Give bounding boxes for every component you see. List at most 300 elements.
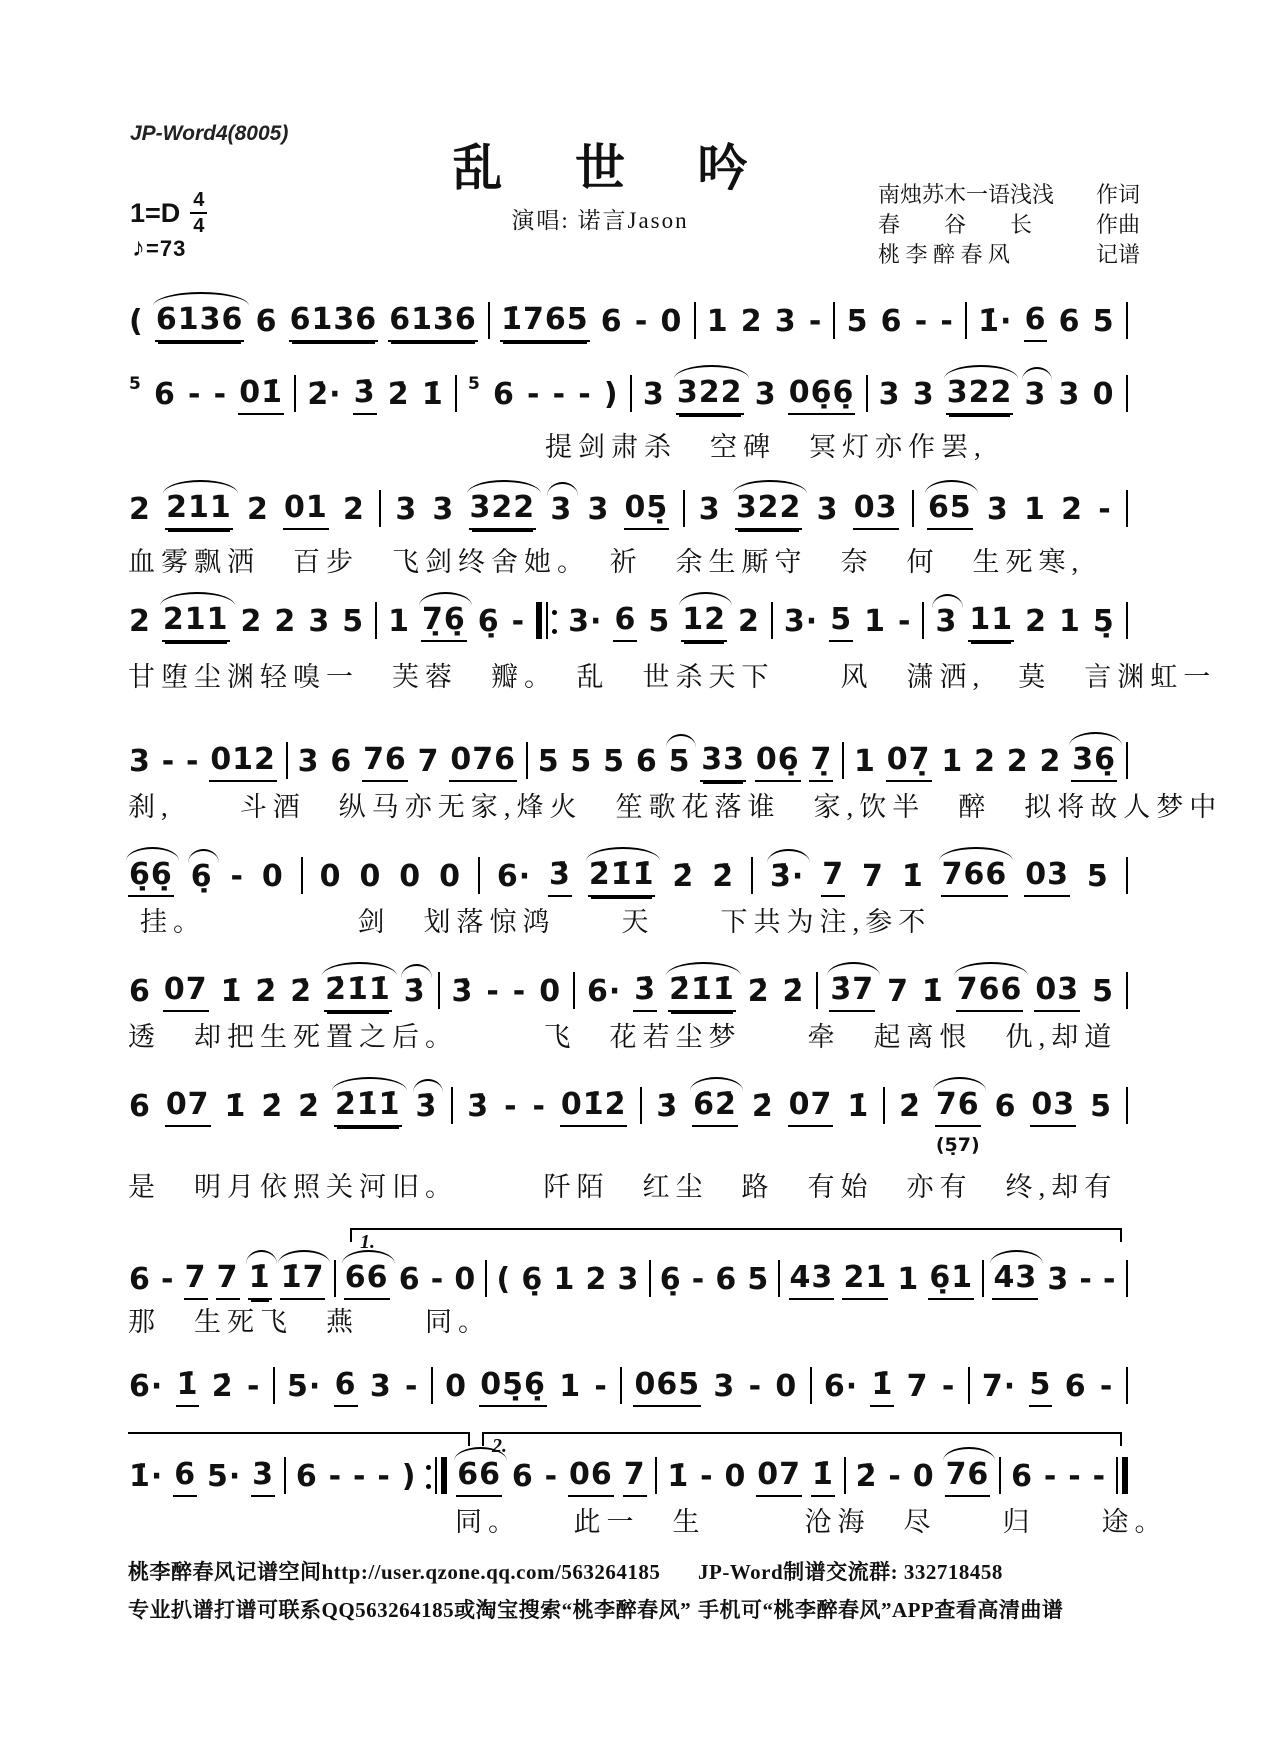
note: 6136 [289, 305, 379, 342]
note: - [161, 744, 176, 779]
note: 3̇ [415, 1092, 439, 1127]
note: - [430, 1262, 445, 1297]
note: - [377, 1459, 391, 1494]
note: 7· [981, 1369, 1017, 1404]
note: 3 [1047, 1262, 1070, 1297]
note: 43 [789, 1263, 835, 1300]
note: 3 [698, 492, 721, 527]
note: 0 [775, 1369, 798, 1404]
music-line-3 [128, 488, 1128, 530]
barline [694, 297, 696, 342]
note: 66 [456, 1460, 502, 1497]
note: 7 [216, 1263, 240, 1300]
repeat-start-barline [536, 597, 557, 642]
note: - [700, 1459, 714, 1494]
barline [438, 967, 440, 1012]
barline [488, 297, 490, 342]
note: 2̇ [290, 974, 313, 1009]
note: 1 [864, 604, 886, 639]
lyricist-name: 南烛苏木一语浅浅 [878, 182, 1055, 207]
note: 43 [992, 1263, 1038, 1300]
note: 6136 [388, 305, 478, 342]
note: 3̇ [353, 378, 377, 415]
note: ) [401, 1459, 417, 1494]
footer-left-line2: 专业扒谱打谱可联系QQ563264185或淘宝搜索“桃李醉春风” [128, 1598, 692, 1622]
note: ( [129, 304, 144, 339]
note: 3 [129, 744, 151, 779]
note: 6 [129, 1089, 151, 1124]
barline [1126, 297, 1128, 342]
composer-name: 春 谷 长 [878, 212, 1033, 237]
note: 2̇ [782, 974, 805, 1009]
note: 7̣ [809, 745, 833, 782]
note: 766 [956, 975, 1024, 1012]
lyrics-line-5: 刹, 斗酒 纵马亦无家,烽火 笙歌花落谁 家,饮半 醉 拟将故人梦中 [128, 792, 1223, 822]
barline [771, 597, 773, 642]
note: 76 [945, 1460, 991, 1497]
barline [816, 967, 818, 1012]
note: 3 [754, 377, 777, 412]
note: 322 [469, 493, 537, 530]
note: 03 [1024, 860, 1070, 897]
note: 6· [496, 859, 532, 894]
note: 3 [297, 744, 320, 779]
note: 2 [585, 1262, 608, 1297]
note: 2̇ [751, 1089, 774, 1124]
note: - [634, 304, 649, 339]
lyrics-line-6: 挂。 剑 划落惊鸿 天 下共为注,参不 [140, 907, 932, 937]
tempo-value: =73 [146, 236, 187, 261]
note: 6· [823, 1369, 859, 1404]
note: - [914, 304, 929, 339]
software-watermark: JP-Word4(8005) [130, 122, 289, 145]
note: - [1079, 1262, 1093, 1297]
note: - [808, 304, 823, 339]
note: 33 [700, 745, 746, 782]
barline [294, 370, 296, 415]
note: 3 [774, 304, 797, 339]
note: 211 [165, 493, 233, 530]
note: 01̇ [238, 378, 284, 415]
barline [683, 485, 685, 530]
barline [751, 852, 753, 897]
transcriber-credit [878, 240, 1140, 270]
note: 1 [941, 744, 964, 779]
barline [1126, 1255, 1128, 1300]
note: 6 [715, 1262, 738, 1297]
note: 1̇765 [500, 305, 590, 342]
note: 12 [681, 605, 727, 642]
barline [573, 967, 575, 1012]
note: 5 [747, 1262, 770, 1297]
tonic-label: 1=D [130, 197, 181, 228]
barline [968, 1362, 970, 1407]
time-signature [190, 190, 207, 236]
lyrics-line-9: 那 生死飞 燕 同。 [128, 1307, 491, 1337]
note: 2̇ [261, 1089, 284, 1124]
note: - [161, 1262, 175, 1297]
note: 2 [1039, 744, 1062, 779]
note: 3 [986, 492, 1009, 527]
note: 2 [246, 492, 269, 527]
note: 5 [1092, 974, 1114, 1009]
note: 5 [570, 744, 593, 779]
note: - [1103, 1262, 1117, 1297]
note: 5 [1029, 1370, 1053, 1407]
note: 36̣ [1071, 745, 1117, 782]
note: - [1068, 1459, 1082, 1494]
volta-bracket-1. [350, 1228, 1122, 1253]
note: 3 [642, 377, 665, 412]
note: 2 [129, 604, 151, 639]
note: - [594, 1369, 608, 1404]
note: 322 [676, 378, 744, 415]
repeat-end-barline [426, 1452, 447, 1497]
barline [965, 297, 967, 342]
note: - [511, 604, 526, 639]
note: 6 [613, 605, 637, 642]
note: 5· [206, 1459, 242, 1494]
note: 0 [319, 859, 342, 894]
note: 1̇ [248, 1263, 272, 1300]
note: 2̇1̇1̇ [588, 860, 656, 897]
barline [810, 1362, 812, 1407]
note: - [691, 1262, 706, 1297]
note: - [504, 1089, 518, 1124]
note: 6 [493, 377, 515, 412]
note: 3 [432, 492, 455, 527]
note: 7 [417, 744, 440, 779]
note: 07 [163, 975, 209, 1012]
note: - [352, 1459, 367, 1494]
note: 3 [369, 1369, 392, 1404]
note: 0 [261, 859, 284, 894]
note: 6 [1064, 1369, 1087, 1404]
note: 2̇· [307, 377, 342, 412]
barline [284, 1452, 286, 1497]
lyrics-line-2: 提剑肃杀 空碑 冥灯亦作罢, [545, 432, 987, 462]
note: 3̇ [467, 1089, 490, 1124]
lyrics-line-3: 血雾飘洒 百步 飞剑终舍她。 祈 余生厮守 奈 何 生死寒, [128, 547, 1085, 577]
note: 6̣ [521, 1262, 544, 1297]
barline [301, 852, 303, 897]
note: 06 [568, 1460, 614, 1497]
note: 6 [398, 1262, 421, 1297]
note: 2̇ [298, 1089, 320, 1124]
barline [620, 1362, 622, 1407]
grace-note: 5 [468, 374, 481, 394]
note: 1 [553, 1262, 576, 1297]
note: ) [603, 377, 619, 412]
tempo-marking [132, 232, 186, 263]
time-signature-numerator: 4 [190, 190, 207, 214]
note: 7 [821, 860, 845, 897]
lyricist-credit [878, 180, 1140, 210]
note: 0 [1092, 377, 1115, 412]
barline [778, 1255, 780, 1300]
note: 2̇ [255, 974, 278, 1009]
barline [922, 597, 924, 642]
note: 6 [1024, 305, 1048, 342]
barline [379, 485, 381, 530]
barline [1126, 485, 1128, 530]
note: 1 [706, 304, 729, 339]
note: 5 [1086, 859, 1109, 894]
note: 05̣6̣ [479, 1370, 547, 1407]
footer-right-line1: JP-Word制谱交流群: 332718458 [698, 1560, 1003, 1584]
note: 2 [1006, 744, 1029, 779]
note: 06̣ [755, 745, 801, 782]
note: 322 [735, 493, 803, 530]
barline [286, 737, 288, 782]
note: 012 [209, 745, 277, 782]
grace-note: 5 [129, 374, 142, 394]
music-line-10 [128, 1365, 1128, 1407]
note: 3̇ [451, 974, 474, 1009]
barline [478, 852, 480, 897]
note: 65 [927, 493, 973, 530]
note: 1̇· [978, 304, 1013, 339]
note: 7 [184, 1263, 208, 1300]
note: 6 [994, 1089, 1017, 1124]
note: 6 [880, 304, 903, 339]
note: 2 [737, 604, 760, 639]
note: 211 [162, 605, 230, 642]
note: - [532, 1089, 546, 1124]
footer-left-line1: 桃李醉春风记谱空间http://user.qzone.qq.com/563264185 [128, 1560, 661, 1584]
volta-number: 2. [492, 1435, 507, 1457]
barline [1126, 967, 1128, 1012]
note: 6 [129, 974, 151, 1009]
note: 5 [537, 744, 560, 779]
note: 1̇ [811, 1460, 835, 1497]
note: 7 [906, 1369, 929, 1404]
barline [1126, 737, 1128, 782]
note: 11 [968, 605, 1014, 642]
music-line-6 [128, 855, 1128, 897]
lyrics-line-8: 是 明月依照关河旧。 阡陌 红尘 路 有始 亦有 终,却有 [128, 1172, 1118, 1202]
note: - [213, 377, 228, 412]
note: 1̇ [847, 1089, 870, 1124]
note: 6 [129, 1262, 151, 1297]
note: 7̣6̣ [421, 605, 467, 642]
note: - [897, 604, 912, 639]
lyrics-line-4: 甘堕尘渊轻嗅一 芙蓉 瓣。 乱 世杀天下 风 潇洒, 莫 言渊虹一 [128, 662, 1217, 692]
note: 6 [334, 1370, 358, 1407]
music-line-2 [128, 373, 1128, 415]
note: 0 [912, 1459, 935, 1494]
note: 2̇ [387, 377, 410, 412]
lyrics-line-11: 同。 此一 生 沧海 尽 归 途。 [455, 1507, 1168, 1537]
note: 6 [154, 377, 176, 412]
note: 3 [1024, 380, 1048, 415]
note: 5· [287, 1369, 322, 1404]
barline [1126, 1362, 1128, 1407]
note: 6̣ [190, 862, 214, 897]
note: 1̇ [667, 1459, 690, 1494]
note: 5 [603, 744, 625, 779]
note: - [578, 377, 592, 412]
composer-role: 作曲 [1095, 212, 1140, 237]
note: 2̇ [899, 1089, 921, 1124]
note: 0 [660, 304, 683, 339]
note: 065 [633, 1370, 701, 1407]
note-icon: ♪ [132, 232, 146, 262]
alternate-note-annotation: (5̣7) [935, 1134, 980, 1156]
note: 3 [1058, 377, 1081, 412]
note: 0 [399, 859, 422, 894]
note: 2 [1061, 492, 1083, 527]
volta-number: 1. [360, 1231, 375, 1253]
note: 0 [445, 1369, 467, 1404]
note: 1̇· [129, 1459, 164, 1494]
music-line-4 [128, 600, 1128, 642]
note: 03 [1030, 1090, 1076, 1127]
note: 2̇ [672, 859, 695, 894]
note: 3· [783, 604, 819, 639]
barline [999, 1452, 1001, 1497]
transcriber-name: 桃 李 醉 春 风 [878, 242, 1011, 267]
note: 3 [912, 377, 935, 412]
barline [649, 1255, 651, 1300]
note: - [486, 974, 500, 1009]
note: 03 [853, 493, 899, 530]
note: 01̇2̇ [560, 1090, 628, 1127]
note: 0 [454, 1262, 477, 1297]
note: 3 [308, 604, 331, 639]
note: 0 [539, 974, 562, 1009]
barline [334, 1255, 336, 1300]
note: 1 [1024, 492, 1046, 527]
note: 5 [846, 304, 869, 339]
note: - [552, 377, 567, 412]
song-title: 乱 世 吟 [452, 140, 778, 196]
note: - [405, 1369, 419, 1404]
note: 0 [439, 859, 461, 894]
barline [655, 1452, 657, 1497]
note: 0 [724, 1459, 747, 1494]
singer-line: 演唱: 诺言Jason [511, 208, 689, 233]
note: 6̣1 [928, 1263, 974, 1300]
music-line-11 [128, 1455, 1128, 1497]
note: 76 [362, 745, 408, 782]
note: - [328, 1459, 343, 1494]
note: 1̇ [921, 974, 944, 1009]
note: - [1098, 492, 1112, 527]
note: 7 [887, 974, 909, 1009]
note: 5 [668, 747, 692, 782]
note: 3 [878, 377, 901, 412]
note: 3̇ [548, 860, 572, 897]
note: 2̇ [855, 1459, 878, 1494]
note: 1 [897, 1262, 920, 1297]
barline [844, 1452, 846, 1497]
note: 6̣ [477, 604, 500, 639]
barline [455, 370, 457, 415]
note: 6 [330, 744, 353, 779]
note: 2 [740, 304, 763, 339]
barline [842, 737, 844, 782]
note: 6̇2̇ [692, 1090, 738, 1127]
note: - [527, 377, 541, 412]
note: 6 [295, 1459, 318, 1494]
note: 3 [587, 492, 610, 527]
note: 2̇ [747, 974, 770, 1009]
note: 1̇ [421, 377, 444, 412]
note: 2̇1̇1̇ [668, 975, 736, 1012]
note: 6 [173, 1460, 197, 1497]
note: 3̇ [633, 975, 657, 1012]
time-signature-denominator: 4 [193, 215, 205, 237]
note: - [941, 1369, 956, 1404]
note: 03 [1034, 975, 1080, 1012]
note: 1 [1059, 604, 1081, 639]
transcriber-role: 记谱 [1095, 242, 1140, 267]
note: 6 [255, 304, 278, 339]
note: 1 [854, 744, 876, 779]
note: 1̇ [224, 1089, 247, 1124]
note: 3 [617, 1262, 640, 1297]
volta-bracket-continuation [128, 1432, 470, 1448]
note: 0 [359, 859, 382, 894]
barline [526, 737, 528, 782]
barline [866, 370, 868, 415]
music-line-5 [128, 740, 1128, 782]
note: 6 [511, 1459, 534, 1494]
note: 3 [251, 1460, 275, 1497]
note: 6 [1058, 304, 1081, 339]
barline [630, 370, 632, 415]
note: 6136 [155, 305, 245, 342]
note: 322 [946, 378, 1014, 415]
note: 2 [129, 492, 151, 527]
barline [833, 297, 835, 342]
barline [1126, 597, 1128, 642]
barline [1126, 370, 1128, 415]
note: 6· [129, 1369, 164, 1404]
note: 01 [283, 493, 329, 530]
note: 07 [756, 1460, 802, 1497]
note: 3̇ [403, 977, 427, 1012]
note: ( [496, 1262, 512, 1297]
note: - [230, 859, 244, 894]
barline [982, 1255, 984, 1300]
note: 3 [395, 492, 418, 527]
note: 2 [974, 744, 996, 779]
note: 76 (5̣7) [935, 1087, 980, 1156]
note: 66 [344, 1263, 390, 1300]
note: 6 [1011, 1459, 1033, 1494]
credits-block [878, 180, 1140, 270]
barline [431, 1362, 433, 1407]
barline [883, 1082, 885, 1127]
note: - [544, 1459, 559, 1494]
note: 3̇ [656, 1089, 679, 1124]
note: 3 [816, 492, 839, 527]
note: 076 [449, 745, 517, 782]
barline [1126, 1082, 1128, 1127]
note: 5 [1090, 1089, 1112, 1124]
note: 05̣ [624, 493, 670, 530]
note: 5 [342, 604, 365, 639]
volta-bracket-2. [482, 1432, 1122, 1457]
footer-right-line2: 手机可“桃李醉春风”APP查看高清曲谱 [698, 1598, 1064, 1622]
note: - [940, 304, 954, 339]
note: 1 [388, 604, 410, 639]
note: 6· [587, 974, 622, 1009]
note: - [888, 1459, 902, 1494]
note: 1̇ [901, 859, 924, 894]
